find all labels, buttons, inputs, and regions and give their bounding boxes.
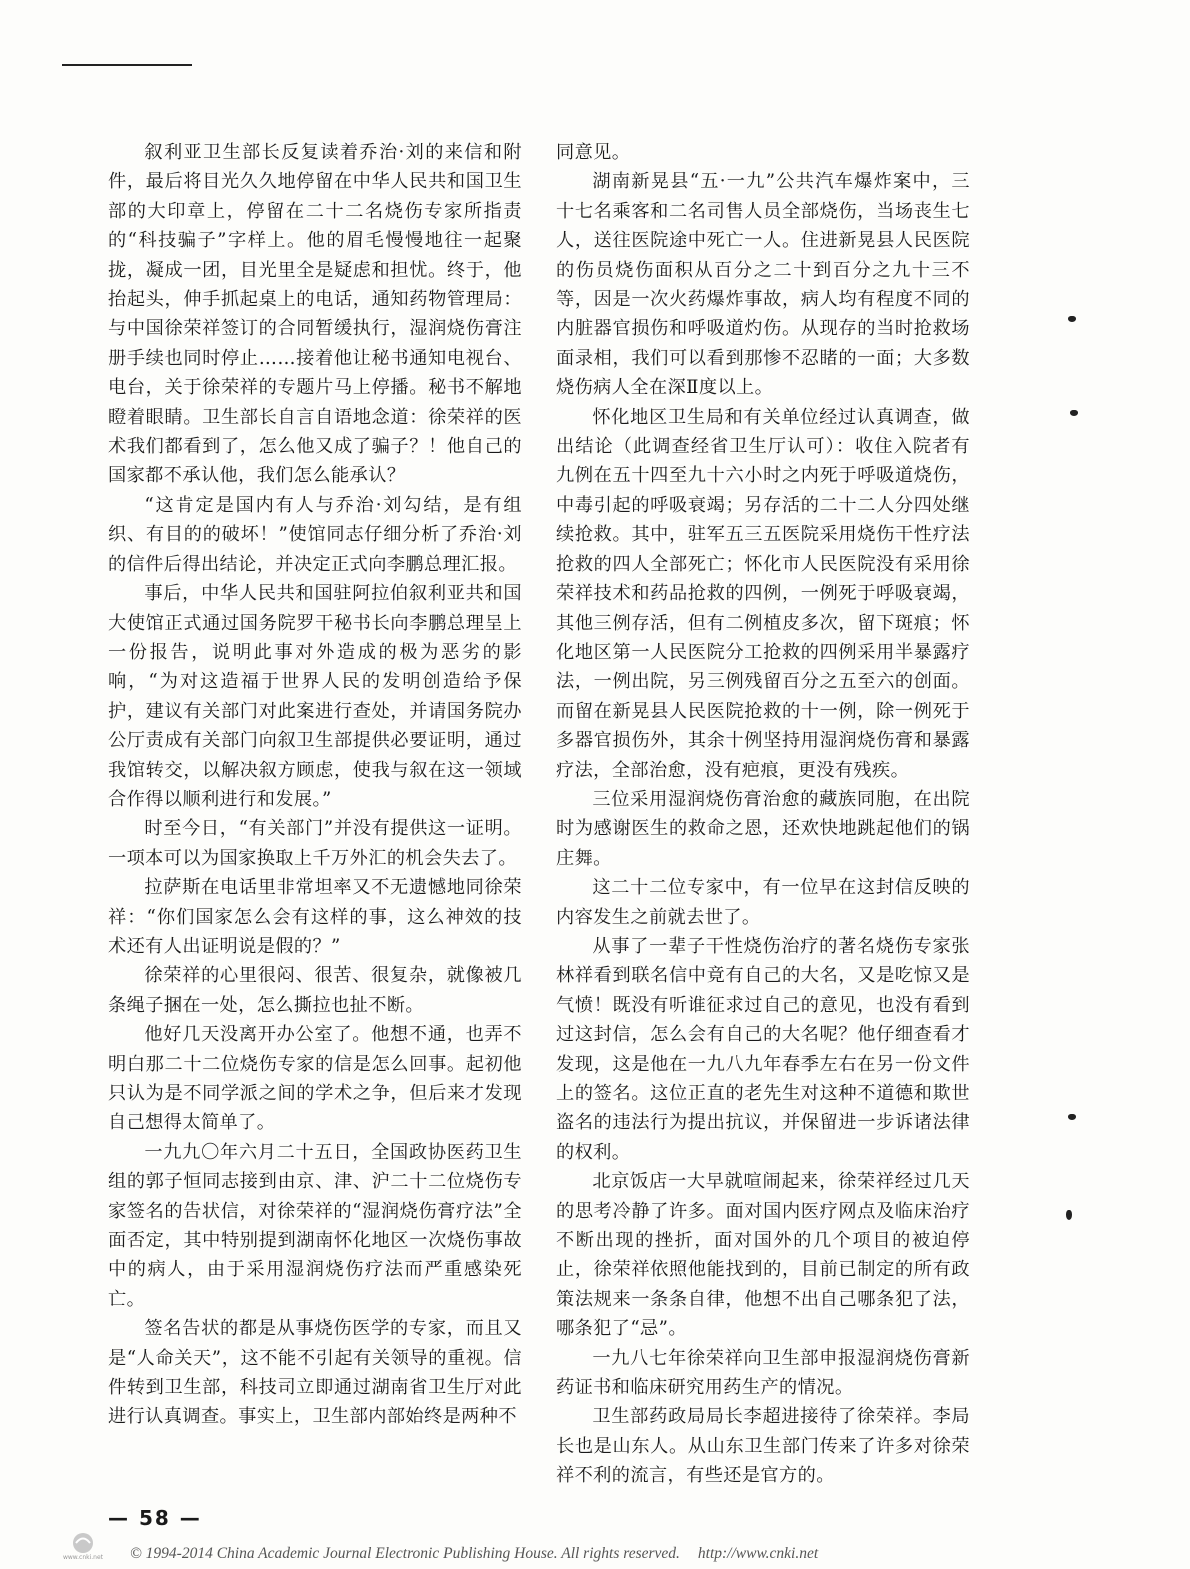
page-number: — 58 — xyxy=(108,1506,202,1530)
left-text-column xyxy=(108,138,522,1432)
copyright-notice: © 1994-2014 China Academic Journal Electronic Publishing House. All rights reserved. xyxy=(130,1545,680,1562)
paragraph: 徐荣祥的心里很闷、很苦、很复杂，就像被几条绳子捆在一处，怎么撕拉也扯不断。 xyxy=(108,965,522,1016)
scan-speck xyxy=(1068,316,1076,322)
scan-speck xyxy=(1068,1114,1076,1120)
footer-text xyxy=(130,1545,818,1563)
footer xyxy=(0,1545,1190,1569)
paragraph-continued: 同意见。 xyxy=(556,142,631,163)
footer-url-link[interactable]: http://www.cnki.net xyxy=(697,1545,819,1562)
paragraph: 卫生部药政局局长李超进接待了徐荣祥。李局长也是山东人。从山东卫生部门传来了许多对徐荣祥不利的流言，有些还是官方的。 xyxy=(556,1406,970,1487)
logo-caption: www.cnki.net xyxy=(62,1554,104,1561)
right-text-column xyxy=(556,138,970,1491)
paragraph: 他好几天没离开办公室了。他想不通，也弄不明白那二十二位烧伤专家的信是怎么回事。起初他只认为是不同学派之间的学术之争，但后来才发现自己想得太简单了。 xyxy=(108,1024,522,1134)
paragraph: 叙利亚卫生部长反复读着乔治·刘的来信和附件，最后将目光久久地停留在中华人民共和国卫生部的大印章上，停留在二十二名烧伤专家所指责的“科技骗子”字样上。他的眉毛慢慢地往一起聚拢，凝成一团，目光里全是疑虑和担忧。终于，他抬起头，伸手抓起桌上的电话，通知药物管理局：与中国徐荣祥签订的合同暂缓执行，湿润烧伤膏注册手续也同时停止……接着他让秘书通知电视台、电台，关于徐荣祥的专题片马上停播。秘书不解地瞪着眼睛。卫生部长自言自语地念道：徐荣祥的医术我们都看到了，怎么他又成了骗子？！他自己的国家都不承认他，我们怎么能承认？ xyxy=(108,142,522,487)
paragraph: 从事了一辈子干性烧伤治疗的著名烧伤专家张林祥看到联名信中竟有自己的大名，又是吃惊又是气愤！既没有听谁征求过自己的意见，也没有看到过这封信，怎么会有自己的大名呢？他仔细查看才发现，这是他在一九八九年春季左右在另一份文件上的签名。这位正直的老先生对这种不道德和欺世盗名的违法行为提出抗议，并保留进一步诉诸法律的权利。 xyxy=(556,935,970,1163)
header-rule xyxy=(62,64,192,66)
paragraph: 湖南新晃县“五·一九”公共汽车爆炸案中，三十七名乘客和二名司售人员全部烧伤，当场丧生七人，送往医院途中死亡一人。住进新晃县人民医院的伤员烧伤面积从百分之二十到百分之九十三不等，因是一次火药爆炸事故，病人均有程度不同的内脏器官损伤和呼吸道灼伤。从现存的当时抢救场面录相，我们可以看到那惨不忍睹的一面；大多数烧伤病人全在深Ⅱ度以上。 xyxy=(556,171,970,399)
paragraph: 一九九〇年六月二十五日，全国政协医药卫生组的郭子恒同志接到由京、津、沪二十二位烧伤专家签名的告状信，对徐荣祥的“湿润烧伤膏疗法”全面否定，其中特别提到湖南怀化地区一次烧伤事故中的病人，由于采用湿润烧伤疗法而严重感染死亡。 xyxy=(108,1141,522,1310)
paragraph: 拉萨斯在电话里非常坦率又不无遗憾地同徐荣祥：“你们国家怎么会有这样的事，这么神效的技术还有人出证明说是假的？” xyxy=(108,877,522,957)
paragraph: 时至今日，“有关部门”并没有提供这一证明。一项本可以为国家换取上千万外汇的机会失去了。 xyxy=(108,818,522,869)
paragraph: 签名告状的都是从事烧伤医学的专家，而且又是“人命关天”，这不能不引起有关领导的重视。信件转到卫生部，科技司立即通过湖南省卫生厅对此进行认真调查。事实上，卫生部内部始终是两种不 xyxy=(108,1318,522,1428)
paragraph: 这二十二位专家中，有一位早在这封信反映的内容发生之前就去世了。 xyxy=(556,877,970,928)
paragraph: 一九八七年徐荣祥向卫生部申报湿润烧伤膏新药证书和临床研究用药生产的情况。 xyxy=(556,1347,970,1399)
scan-speck xyxy=(1070,410,1078,416)
paragraph: 怀化地区卫生局和有关单位经过认真调查，做出结论（此调查经省卫生厅认可）：收住入院者有九例在五十四至九十六小时之内死于呼吸道烧伤，中毒引起的呼吸衰竭；另存活的二十二人分四处继续抢救。其中，驻军五三五医院采用烧伤干性疗法抢救的四人全部死亡；怀化市人民医院没有采用徐荣祥技术和药品抢救的四例，一例死于呼吸衰竭，其他三例存活，但有二例植皮多次，留下斑痕；怀化地区第一人民医院分工抢救的四例采用半暴露疗法，一例出院，另三例残留百分之五至六的创面。而留在新晃县人民医院抢救的十一例，除一例死于多器官损伤外，其余十例坚持用湿润烧伤膏和暴露疗法，全部治愈，没有疤痕，更没有残疾。 xyxy=(556,406,970,781)
paragraph: 事后，中华人民共和国驻阿拉伯叙利亚共和国大使馆正式通过国务院罗干秘书长向李鹏总理呈上一份报告，说明此事对外造成的极为恶劣的影响，“为对这造福于世界人民的发明创造给予保护，建议有关部门对此案进行查处，并请国务院办公厅责成有关部门向叙卫生部提供必要证明，通过我馆转交，以解决叙方顾虑，使我与叙在这一领域合作得以顺利进行和发展。” xyxy=(108,583,522,810)
cnki-logo-icon xyxy=(58,1531,108,1561)
scan-speck xyxy=(1066,1210,1072,1220)
paragraph: “这肯定是国内有人与乔治·刘勾结，是有组织、有目的的破坏！”使馆同志仔细分析了乔治·刘的信件后得出结论，并决定正式向李鹏总理汇报。 xyxy=(108,494,522,575)
paragraph: 北京饭店一大早就喧闹起来，徐荣祥经过几天的思考冷静了许多。面对国内医疗网点及临床治疗不断出现的挫折，面对国外的几个项目的被迫停止，徐荣祥依照他能找到的，目前已制定的所有政策法规来一条条自律，他想不出自己哪条犯了法，哪条犯了“忌”。 xyxy=(556,1171,970,1340)
paragraph: 三位采用湿润烧伤膏治愈的藏族同胞，在出院时为感谢医生的救命之恩，还欢快地跳起他们的锅庄舞。 xyxy=(556,788,970,869)
